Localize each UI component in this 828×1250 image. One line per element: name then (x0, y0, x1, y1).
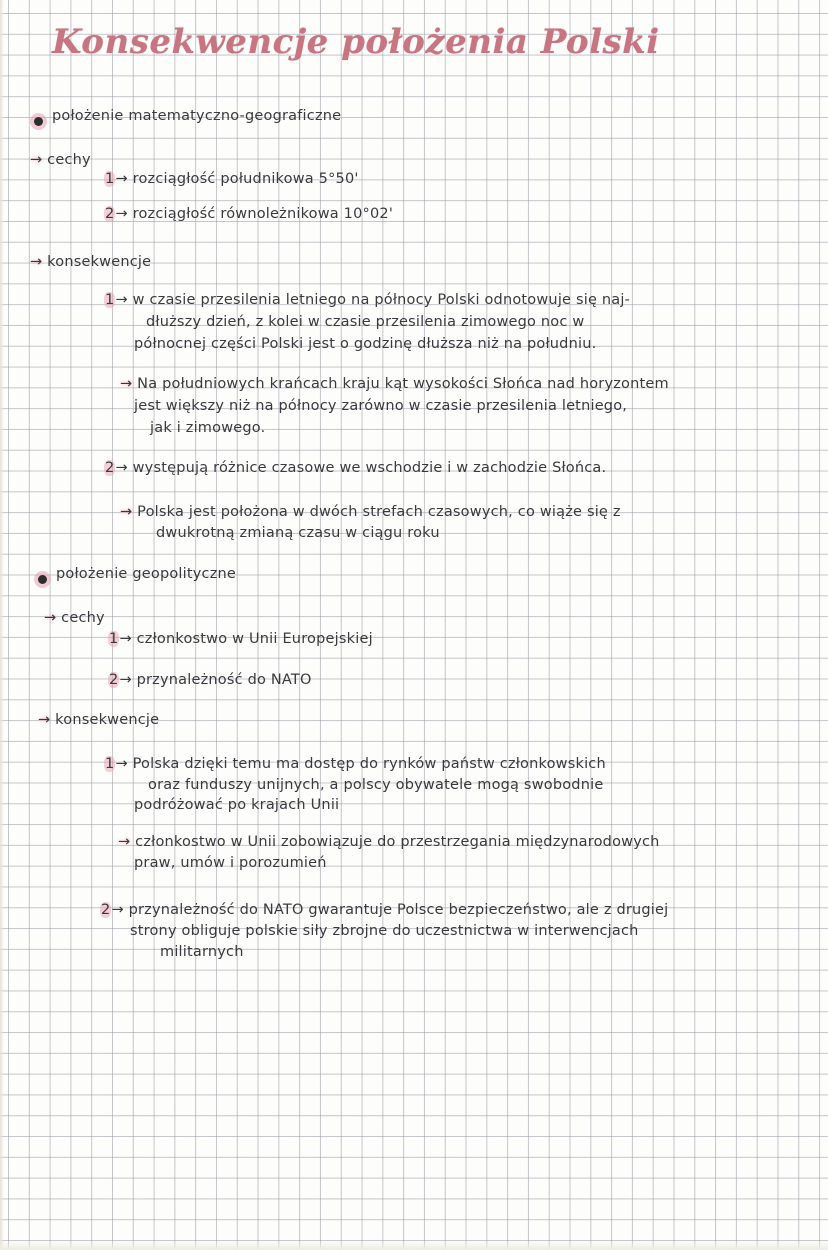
arrow-icon: → (44, 610, 57, 626)
section-heading-2: położenie geopolityczne (56, 566, 237, 582)
page-title: Konsekwencje położenia Polski (52, 22, 660, 62)
konsekwencja-line: północnej części Polski jest o godzinę dłuższa niż na południu. (134, 336, 597, 352)
cecha-text: przynależność do NATO (136, 672, 312, 688)
konsekwencja-line: podróżować po krajach Unii (134, 797, 340, 813)
arrow-icon: → (30, 254, 43, 270)
konsekwencja-line (104, 756, 606, 772)
konsekwencje-label: konsekwencje (47, 254, 152, 270)
bullet-icon (38, 575, 47, 584)
cecha-item (104, 206, 393, 222)
item-number: 1 (109, 631, 119, 647)
konsekwencja-text: w czasie przesilenia letniego na północy Polski odnotowuje się naj- (132, 292, 631, 308)
sub-text: Na południowych krańcach kraju kąt wysokości Słońca nad horyzontem (137, 376, 669, 392)
cecha-item (108, 672, 312, 688)
bullet-icon (34, 117, 43, 126)
cechy-row-2 (44, 610, 105, 626)
konsekwencja-line: oraz funduszy unijnych, a polscy obywatele mogą swobodnie (148, 777, 604, 793)
konsekwencja-line: strony obliguje polskie siły zbrojne do uczestnictwa w interwencjach (130, 923, 639, 939)
arrow-icon: → (30, 152, 43, 168)
sub-konsekwencja-line: praw, umów i porozumień (134, 855, 327, 871)
paper-left-edge (0, 0, 4, 1250)
konsekwencja-text: występują różnice czasowe we wschodzie i w zachodzie Słońca. (132, 460, 607, 476)
cecha-text: rozciągłość równoleżnikowa 10°02' (132, 206, 394, 222)
konsekwencja-text: przynależność do NATO gwarantuje Polsce bezpieczeństwo, ale z drugiej (128, 902, 669, 918)
item-number: 1 (105, 292, 115, 308)
cecha-item (108, 631, 373, 647)
paper-bottom-edge (0, 1240, 828, 1250)
cechy-row-1 (30, 152, 91, 168)
arrow-icon: → (38, 712, 51, 728)
sub-konsekwencja-line (120, 376, 669, 392)
sub-konsekwencja-line: jak i zimowego. (150, 420, 266, 436)
item-number: 1 (105, 756, 115, 772)
arrow-icon: → (115, 460, 128, 476)
cecha-text: członkostwo w Unii Europejskiej (136, 631, 373, 647)
section-heading-1: położenie matematyczno-geograficzne (52, 108, 342, 124)
item-number: 2 (105, 206, 115, 222)
item-number: 2 (109, 672, 119, 688)
cecha-text: rozciągłość południkowa 5°50' (132, 171, 359, 187)
sub-konsekwencja-line (118, 834, 660, 850)
arrow-icon: → (111, 902, 124, 918)
sub-konsekwencja-line: dwukrotną zmianą czasu w ciągu roku (156, 525, 440, 541)
cechy-label: cechy (47, 152, 91, 168)
arrow-icon: → (115, 756, 128, 772)
cecha-item (104, 171, 359, 187)
sub-text: członkostwo w Unii zobowiązuje do przestrzegania międzynarodowych (135, 834, 660, 850)
konsekwencja-line (104, 460, 606, 476)
arrow-icon: → (120, 504, 133, 520)
item-number: 1 (105, 171, 115, 187)
konsekwencja-line: militarnych (160, 944, 244, 960)
konsekwencja-line (104, 292, 630, 308)
arrow-icon: → (115, 292, 128, 308)
sub-konsekwencja-line (120, 504, 621, 520)
konsekwencje-row-1 (30, 254, 151, 270)
konsekwencje-label: konsekwencje (55, 712, 160, 728)
arrow-icon: → (118, 834, 131, 850)
item-number: 2 (105, 460, 115, 476)
item-number: 2 (101, 902, 111, 918)
konsekwencja-line: dłuższy dzień, z kolei w czasie przesilenia zimowego noc w (146, 314, 585, 330)
arrow-icon: → (115, 206, 128, 222)
sub-text: Polska jest położona w dwóch strefach czasowych, co wiąże się z (137, 504, 621, 520)
cechy-label: cechy (61, 610, 105, 626)
arrow-icon: → (119, 672, 132, 688)
sub-konsekwencja-line: jest większy niż na północy zarówno w czasie przesilenia letniego, (134, 398, 628, 414)
arrow-icon: → (120, 376, 133, 392)
arrow-icon: → (115, 171, 128, 187)
arrow-icon: → (119, 631, 132, 647)
konsekwencja-line (100, 902, 668, 918)
konsekwencje-row-2 (38, 712, 159, 728)
konsekwencja-text: Polska dzięki temu ma dostęp do rynków państw członkowskich (132, 756, 606, 772)
